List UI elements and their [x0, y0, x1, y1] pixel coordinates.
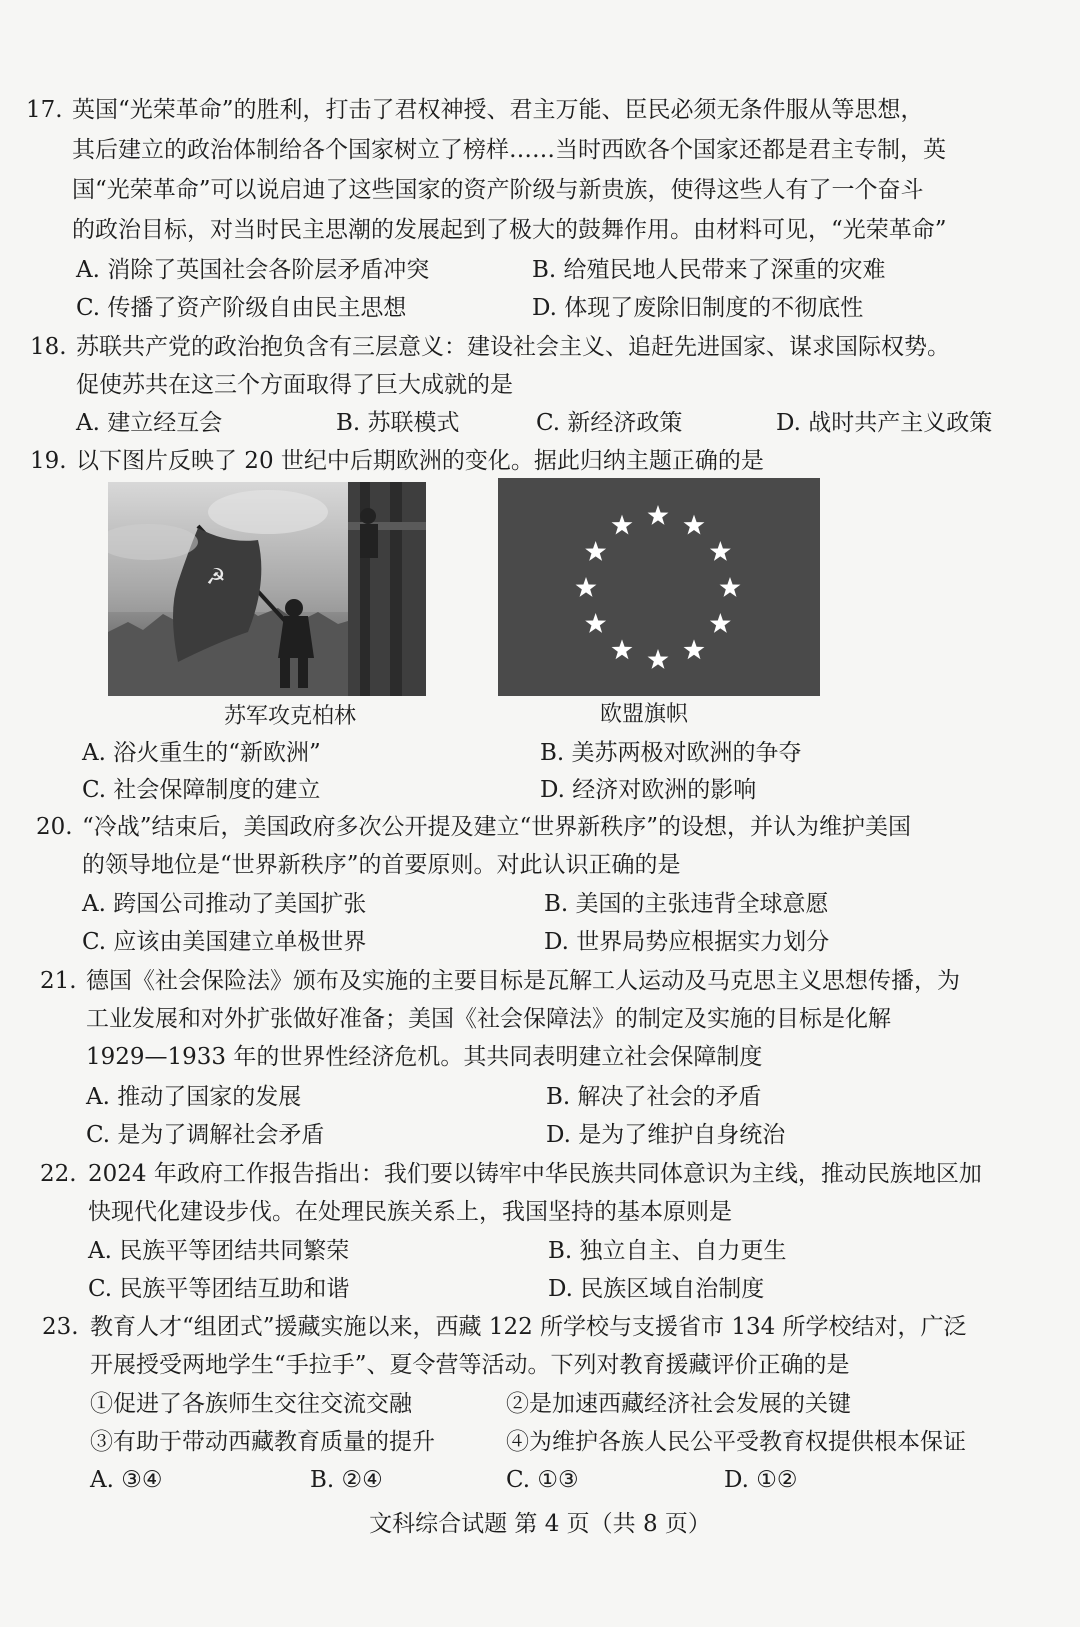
- question-number: 18.: [30, 334, 67, 360]
- option-a[interactable]: A. ③④: [90, 1467, 163, 1493]
- option-b[interactable]: B. 解决了社会的矛盾: [546, 1084, 762, 1110]
- option-d[interactable]: D. 经济对欧洲的影响: [540, 777, 757, 803]
- option-c[interactable]: C. 民族平等团结互助和谐: [88, 1276, 350, 1302]
- option-b[interactable]: B. 美国的主张违背全球意愿: [544, 891, 829, 917]
- statement-4: ④为维护各族人民公平受教育权提供根本保证: [506, 1429, 966, 1455]
- figure-caption: 苏军攻克柏林: [224, 704, 357, 729]
- option-c[interactable]: C. 应该由美国建立单极世界: [82, 929, 367, 955]
- statement-1: ①促进了各族师生交往交流交融: [90, 1391, 412, 1417]
- option-b[interactable]: B. ②④: [310, 1467, 383, 1493]
- question-text-line: 教育人才“组团式”援藏实施以来，西藏 122 所学校与支援省市 134 所学校结对，广泛: [90, 1314, 967, 1340]
- option-d[interactable]: D. 体现了废除旧制度的不彻底性: [532, 295, 864, 321]
- question-text-line: 德国《社会保险法》颁布及实施的主要目标是瓦解工人运动及马克思主义思想传播，为: [86, 968, 960, 994]
- option-d[interactable]: D. ①②: [724, 1467, 798, 1493]
- question-text-line: 的领导地位是“世界新秩序”的首要原则。对此认识正确的是: [82, 852, 681, 878]
- option-d[interactable]: D. 是为了维护自身统治: [546, 1122, 786, 1148]
- question-number: 17.: [26, 97, 63, 123]
- eu-flag: [498, 478, 820, 696]
- question-text-line: 工业发展和对外扩张做好准备；美国《社会保障法》的制定及实施的目标是化解: [86, 1006, 891, 1032]
- option-c[interactable]: C. 是为了调解社会矛盾: [86, 1122, 325, 1148]
- page-footer: 文科综合试题 第 4 页（共 8 页）: [369, 1511, 711, 1537]
- option-a[interactable]: A. 推动了国家的发展: [86, 1084, 302, 1110]
- question-text-line: “冷战”结束后，美国政府多次公开提及建立“世界新秩序”的设想，并认为维护美国: [82, 814, 912, 840]
- question-text-line: 快现代化建设步伐。在处理民族关系上，我国坚持的基本原则是: [88, 1199, 732, 1225]
- question-number: 23.: [42, 1314, 79, 1340]
- option-b[interactable]: B. 给殖民地人民带来了深重的灾难: [532, 257, 886, 283]
- question-number: 22.: [40, 1161, 77, 1187]
- option-a[interactable]: A. 跨国公司推动了美国扩张: [82, 891, 367, 917]
- question-text-line: 促使苏共在这三个方面取得了巨大成就的是: [76, 372, 513, 398]
- question-text-line: 以下图片反映了 20 世纪中后期欧洲的变化。据此归纳主题正确的是: [76, 448, 764, 474]
- question-text-line: 其后建立的政治体制给各个国家树立了榜样……当时西欧各个国家还都是君主专制，英: [72, 137, 946, 163]
- option-c[interactable]: C. 新经济政策: [536, 410, 683, 436]
- question-number: 20.: [36, 814, 73, 840]
- figure-caption: 欧盟旗帜: [600, 702, 689, 727]
- option-b[interactable]: B. 美苏两极对欧洲的争夺: [540, 740, 802, 766]
- question-text-line: 的政治目标，对当时民主思潮的发展起到了极大的鼓舞作用。由材料可见，“光荣革命”: [72, 217, 947, 243]
- option-d[interactable]: D. 民族区域自治制度: [548, 1276, 765, 1302]
- option-a[interactable]: A. 建立经互会: [76, 410, 223, 436]
- option-b[interactable]: B. 苏联模式: [336, 410, 460, 436]
- question-number: 21.: [40, 968, 77, 994]
- question-text-line: 1929—1933 年的世界性经济危机。其共同表明建立社会保障制度: [86, 1044, 763, 1070]
- option-a[interactable]: A. 消除了英国社会各阶层矛盾冲突: [76, 257, 430, 283]
- soviet-berlin-photo: [108, 482, 426, 696]
- question-text-line: 苏联共产党的政治抱负含有三层意义：建设社会主义、追赶先进国家、谋求国际权势。: [76, 334, 950, 360]
- option-c[interactable]: C. 社会保障制度的建立: [82, 777, 321, 803]
- question-text-line: 国“光荣革命”可以说启迪了这些国家的资产阶级与新贵族，使得这些人有了一个奋斗: [72, 177, 924, 203]
- statement-2: ②是加速西藏经济社会发展的关键: [506, 1391, 851, 1417]
- question-number: 19.: [30, 448, 67, 474]
- option-c[interactable]: C. 传播了资产阶级自由民主思想: [76, 295, 407, 321]
- svg-text:☭: ☭: [206, 565, 226, 590]
- statement-3: ③有助于带动西藏教育质量的提升: [90, 1429, 435, 1455]
- option-c[interactable]: C. ①③: [506, 1467, 579, 1493]
- option-d[interactable]: D. 战时共产主义政策: [776, 410, 993, 436]
- option-a[interactable]: A. 民族平等团结共同繁荣: [88, 1238, 350, 1264]
- option-d[interactable]: D. 世界局势应根据实力划分: [544, 929, 830, 955]
- question-text-line: 2024 年政府工作报告指出：我们要以铸牢中华民族共同体意识为主线，推动民族地区加: [88, 1161, 982, 1187]
- eu-flag-illustration: [498, 478, 820, 696]
- photo-illustration: [108, 482, 426, 696]
- question-text-line: 开展授受两地学生“手拉手”、夏令营等活动。下列对教育援藏评价正确的是: [90, 1352, 850, 1378]
- option-b[interactable]: B. 独立自主、自力更生: [548, 1238, 787, 1264]
- option-a[interactable]: A. 浴火重生的“新欧洲”: [82, 740, 321, 766]
- question-text-line: 英国“光荣革命”的胜利，打击了君权神授、君主万能、臣民必须无条件服从等思想，: [72, 97, 924, 123]
